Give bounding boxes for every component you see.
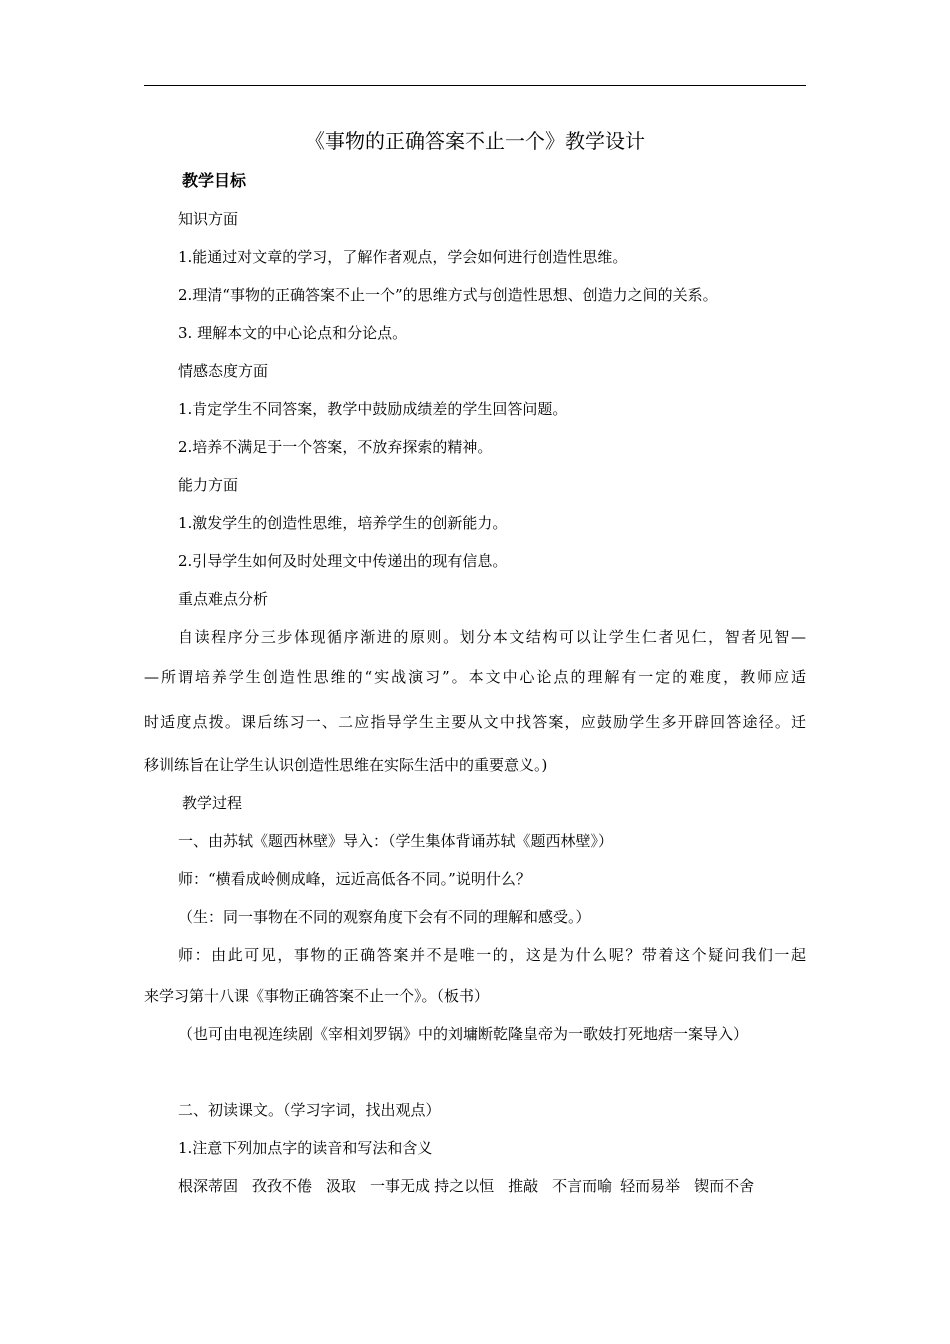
emotion-item: 2.培养不满足于一个答案，不放弃探索的精神。 [178,438,493,456]
emotion-heading: 情感态度方面 [178,362,269,380]
process-heading: 教学过程 [182,794,243,812]
vocab-word: 锲而不舍 [694,1177,755,1195]
step1-alternative: （也可由电视连续剧《宰相刘罗锅》中的刘墉断乾隆皇帝为一歌妓打死地痞一案导入） [178,1025,749,1043]
vocab-word: 推敲 [508,1177,539,1195]
emotion-item: 1.肯定学生不同答案，教学中鼓励成绩差的学生回答问题。 [178,400,568,418]
key-points-line: 移训练旨在让学生认识创造性思维在实际生活中的重要意义。) [144,756,548,774]
key-points-heading: 重点难点分析 [178,590,269,608]
knowledge-item: 1.能通过对文章的学习，了解作者观点，学会如何进行创造性思维。 [178,248,628,266]
key-points-line: —所谓培养学生创造性思维的“实战演习”。本文中心论点的理解有一定的难度，教师应适 [144,668,806,686]
vocab-list [178,1176,840,1196]
vocab-word: 持之以恒 [434,1177,495,1195]
knowledge-heading: 知识方面 [178,210,239,228]
step1-teacher-question: 师：“横看成岭侧成峰，远近高低各不同。”说明什么？ [178,870,531,888]
header-rule [144,85,806,86]
vocab-word: 一事无成 [370,1177,431,1195]
vocab-word: 汲取 [326,1177,357,1195]
ability-item: 1.激发学生的创造性思维，培养学生的创新能力。 [178,514,508,532]
step1-student-answer: （生：同一事物在不同的观察角度下会有不同的理解和感受。） [178,908,591,926]
vocab-word: 不言而喻 [552,1177,613,1195]
key-points-line: 自读程序分三步体现循序渐进的原则。划分本文结构可以让学生仁者见仁，智者见智— [178,628,806,646]
step1-teacher-line: 来学习第十八课《事物正确答案不止一个》。（板书） [144,987,490,1005]
vocab-word: 根深蒂固 [178,1177,239,1195]
knowledge-item: 2.理清“事物的正确答案不止一个”的思维方式与创造性思想、创造力之间的关系。 [178,286,718,304]
knowledge-item: 3. 理解本文的中心论点和分论点。 [178,324,408,342]
step1-heading: 一、由苏轼《题西林壁》导入：（学生集体背诵苏轼《题西林壁》） [178,832,614,850]
vocab-word: 孜孜不倦 [252,1177,313,1195]
step1-teacher-line: 师：由此可见，事物的正确答案并不是唯一的，这是为什么呢？带着这个疑问我们一起 [178,946,806,964]
step2-heading: 二、初读课文。（学习字词，找出观点） [178,1101,441,1119]
document-title: 《事物的正确答案不止一个》教学设计 [305,129,645,153]
ability-heading: 能力方面 [178,476,239,494]
step2-item: 1.注意下列加点字的读音和写法和含义 [178,1139,433,1157]
section-goals-heading: 教学目标 [182,171,247,190]
key-points-line: 时适度点拨。课后练习一、二应指导学生主要从文中找答案，应鼓励学生多开辟回答途径。迁 [144,713,806,731]
vocab-word: 轻而易举 [620,1177,681,1195]
ability-item: 2.引导学生如何及时处理文中传递出的现有信息。 [178,552,508,570]
